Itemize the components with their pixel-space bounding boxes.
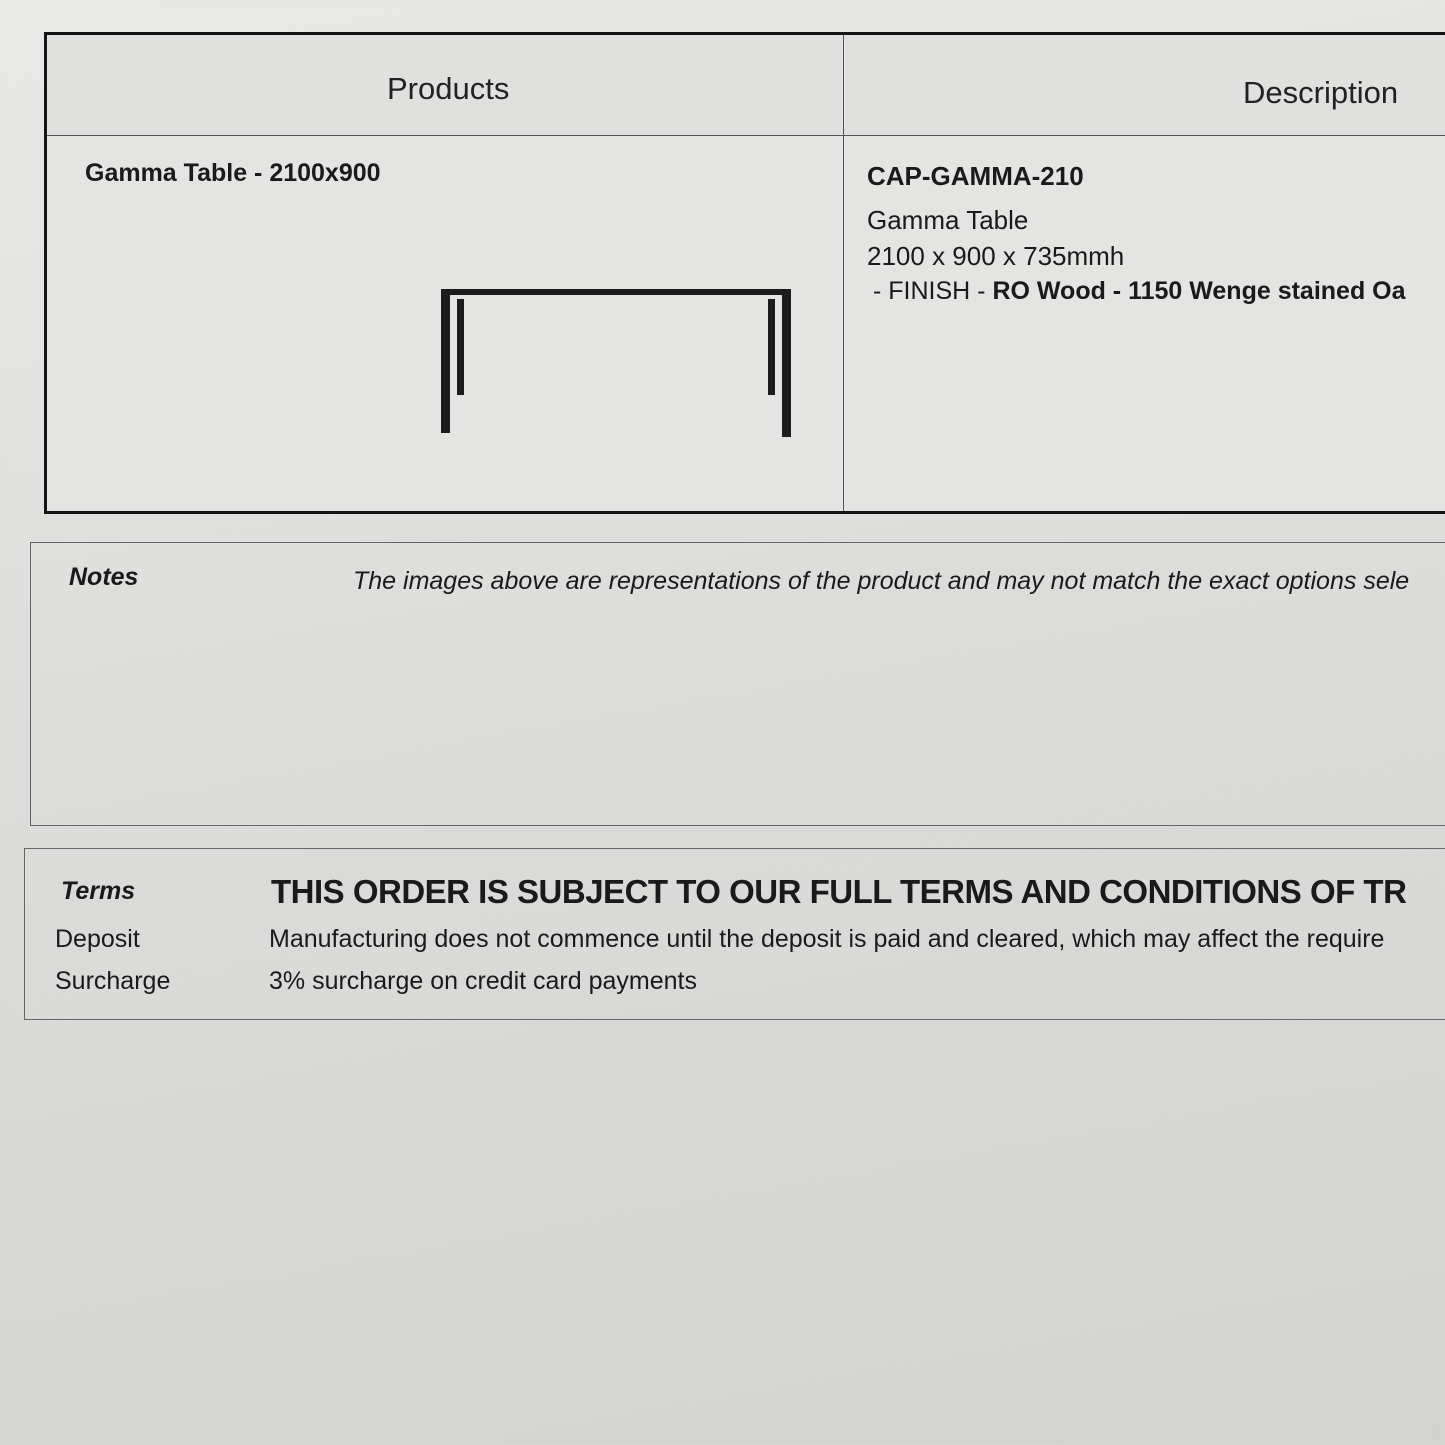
notes-label: Notes <box>69 563 139 591</box>
product-finish <box>873 277 1406 306</box>
table-header-row <box>47 35 1445 136</box>
deposit-label: Deposit <box>55 925 140 953</box>
finish-prefix: - FINISH - <box>873 277 986 305</box>
order-table <box>44 32 1445 514</box>
product-code: CAP-GAMMA-210 <box>867 161 1084 191</box>
terms-headline: THIS ORDER IS SUBJECT TO OUR FULL TERMS AND CONDITIONS OF TR <box>271 873 1407 910</box>
product-name: Gamma Table - 2100x900 <box>85 159 381 187</box>
finish-value: RO Wood - 1150 Wenge stained Oa <box>992 277 1406 305</box>
products-column-header: Products <box>387 71 510 106</box>
product-dimensions: 2100 x 900 x 735mmh <box>867 241 1125 271</box>
surcharge-label: Surcharge <box>55 967 171 995</box>
notes-section <box>30 542 1445 826</box>
column-divider <box>843 35 844 511</box>
product-description-name: Gamma Table <box>867 205 1029 235</box>
surcharge-text: 3% surcharge on credit card payments <box>269 967 697 995</box>
deposit-text: Manufacturing does not commence until the deposit is paid and cleared, which may affect the require <box>269 925 1385 953</box>
terms-section <box>24 848 1445 1020</box>
description-column-header: Description <box>1243 75 1399 110</box>
notes-text: The images above are representations of the product and may not match the exact options sele <box>353 567 1410 595</box>
table-product-image <box>437 285 797 445</box>
terms-label: Terms <box>61 877 136 905</box>
